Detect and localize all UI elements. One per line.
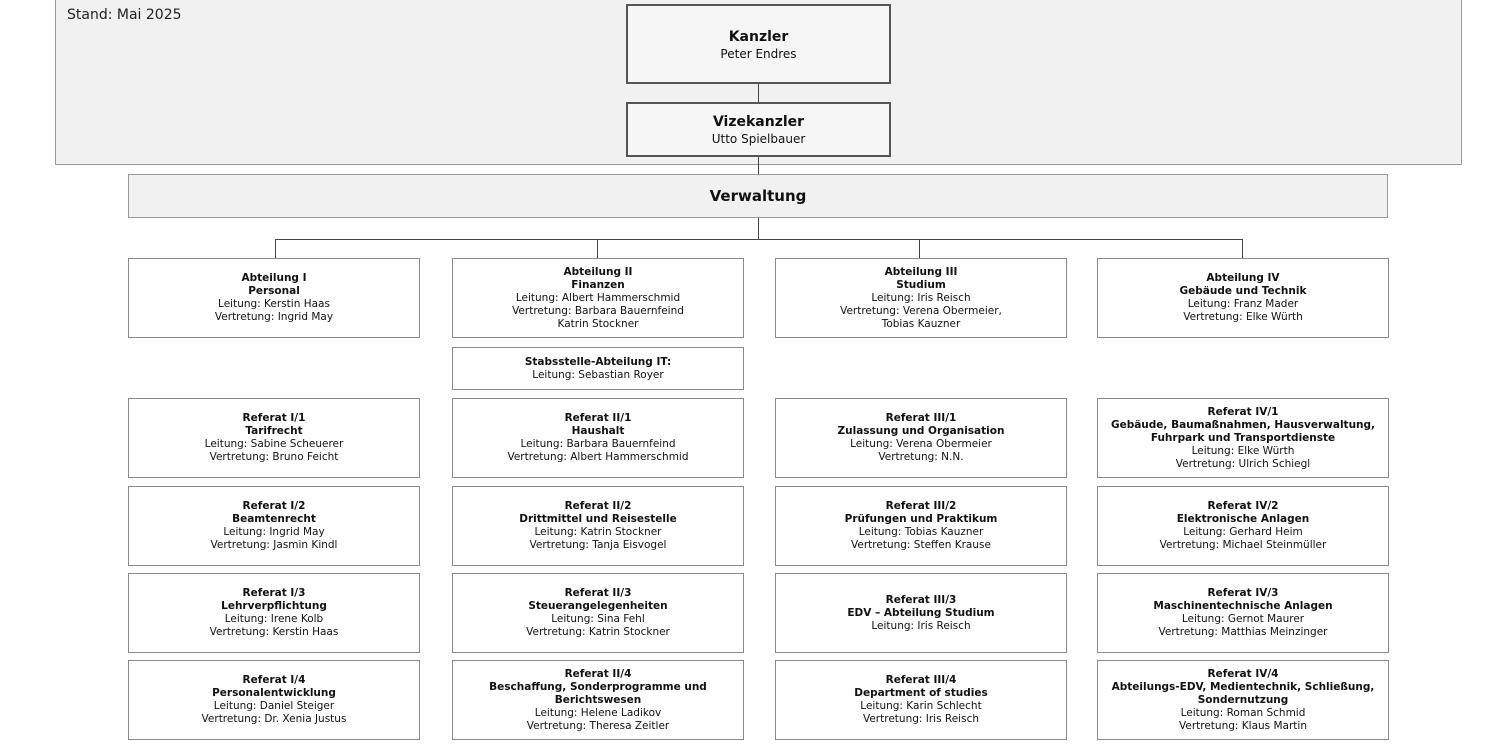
date-stamp: Stand: Mai 2025: [67, 7, 182, 23]
box-line: Leitung: Barbara Bauernfeind: [520, 438, 676, 450]
referat-box: [128, 573, 420, 653]
box-line: Vertretung: Ulrich Schiegl: [1175, 457, 1311, 470]
box-subtitle: Tarifrecht: [245, 425, 303, 437]
box-line: Vertretung: Iris Reisch: [862, 713, 979, 725]
box-title: Referat IV/3: [1207, 587, 1279, 599]
box-title: Referat III/1: [885, 412, 957, 424]
box-line: Vertretung: Tanja Eisvogel: [529, 539, 667, 551]
box-subtitle: Prüfungen und Praktikum: [844, 513, 998, 525]
box-line: Vertretung: Jasmin Kindl: [210, 539, 338, 551]
box-title: Abteilung IV: [1206, 272, 1280, 284]
kanzler-box: [626, 4, 891, 84]
abteilung-box: [452, 258, 744, 338]
connector-verwaltung-down: [758, 218, 759, 239]
box-line: Leitung: Gernot Maurer: [1181, 613, 1305, 625]
referat-box: [775, 398, 1067, 478]
box-title: Referat I/2: [242, 500, 306, 512]
referat-box: [1097, 486, 1389, 566]
box-subtitle: EDV – Abteilung Studium: [847, 606, 995, 619]
box-title: Referat II/4: [564, 667, 632, 680]
box-title: Referat I/1: [242, 412, 306, 424]
box-title: Referat II/2: [564, 500, 632, 512]
box-subtitle: Finanzen: [571, 278, 625, 291]
kanzler-name: Peter Endres: [720, 47, 797, 61]
box-subtitle: Elektronische Anlagen: [1176, 513, 1310, 525]
box-title: Referat III/3: [885, 593, 957, 606]
box-line: Leitung: Sina Fehl: [551, 613, 645, 625]
box-line: Leitung: Daniel Steiger: [213, 700, 335, 712]
box-subtitle: Personal: [248, 285, 300, 297]
referat-box: [1097, 573, 1389, 653]
connector-kanzler-vize: [758, 84, 759, 102]
box-subtitle: Drittmittel und Reisestelle: [519, 513, 677, 525]
box-subtitle: Beschaffung, Sonderprogramme und Berichtswesen: [489, 680, 707, 706]
box-title: Abteilung II: [563, 265, 633, 278]
box-subtitle: Beamtenrecht: [232, 513, 316, 525]
box-line: Vertretung: Bruno Feicht: [209, 451, 339, 463]
referat-box: [1097, 398, 1389, 478]
box-title: Stabsstelle-Abteilung IT:: [524, 355, 672, 368]
vizekanzler-name: Utto Spielbauer: [711, 132, 806, 146]
referat-box: [452, 486, 744, 566]
box-line: Leitung: Albert Hammerschmid: [515, 291, 681, 304]
referat-box: [775, 660, 1067, 740]
box-title: Referat I/4: [242, 674, 306, 686]
box-line: Leitung: Iris Reisch: [871, 291, 971, 304]
box-line: Leitung: Ingrid May: [223, 526, 325, 538]
box-subtitle: Haushalt: [571, 425, 625, 437]
box-title: Referat IV/1: [1207, 405, 1279, 418]
box-subtitle: Personalentwicklung: [212, 687, 336, 699]
box-title: Referat III/4: [885, 674, 957, 686]
box-line: Vertretung: Klaus Martin: [1179, 719, 1307, 732]
kanzler-title: Kanzler: [728, 29, 789, 45]
vizekanzler-box: [626, 102, 891, 157]
box-line: Vertretung: Theresa Zeitler: [526, 719, 670, 732]
referat-box: [1097, 660, 1389, 740]
box-title: Abteilung III: [884, 265, 958, 278]
box-subtitle: Studium: [896, 278, 946, 291]
referat-box: [128, 398, 420, 478]
stabsstelle-box: [452, 347, 744, 390]
box-subtitle: Zulassung und Organisation: [837, 425, 1005, 437]
vizekanzler-title: Vizekanzler: [712, 114, 805, 130]
box-line: Vertretung: Matthias Meinzinger: [1158, 626, 1328, 638]
referat-box: [775, 573, 1067, 653]
box-line: Leitung: Kerstin Haas: [218, 298, 330, 310]
connector-horizontal: [275, 239, 1243, 240]
box-title: Referat III/2: [885, 500, 957, 512]
box-subtitle: Gebäude, Baumaßnahmen, Hausverwaltung, Fuhrpark und Transportdienste: [1110, 418, 1376, 444]
referat-box: [452, 398, 744, 478]
referat-box: [775, 486, 1067, 566]
box-subtitle: Maschinentechnische Anlagen: [1153, 600, 1333, 612]
box-line: Vertretung: Elke Würth: [1183, 311, 1303, 323]
box-title: Referat IV/2: [1207, 500, 1279, 512]
box-line: Leitung: Sabine Scheuerer: [204, 438, 344, 450]
box-line: Vertretung: Katrin Stockner: [526, 626, 670, 638]
abteilung-box: [1097, 258, 1389, 338]
box-line: Vertretung: N.N.: [878, 451, 964, 463]
box-line: Vertretung: Verena Obermeier,: [840, 304, 1002, 317]
box-line: Leitung: Roman Schmid: [1180, 706, 1306, 719]
box-subtitle: Abteilungs-EDV, Medientechnik, Schließung, Sondernutzung: [1111, 680, 1375, 706]
referat-box: [452, 573, 744, 653]
box-subtitle: Department of studies: [854, 687, 988, 699]
connector-abteilung-3: [919, 239, 920, 258]
box-line: Leitung: Irene Kolb: [224, 613, 324, 625]
box-line: Leitung: Tobias Kauzner: [858, 526, 984, 538]
box-line: Vertretung: Kerstin Haas: [209, 626, 339, 638]
connector-abteilung-2: [597, 239, 598, 258]
box-subtitle: Steuerangelegenheiten: [528, 600, 668, 612]
box-line: Leitung: Karin Schlecht: [860, 700, 982, 712]
box-line: Vertretung: Albert Hammerschmid: [507, 451, 689, 463]
box-line: Vertretung: Ingrid May: [214, 311, 334, 323]
box-line: Leitung: Sebastian Royer: [532, 368, 664, 381]
box-title: Referat II/1: [564, 412, 632, 424]
connector-vize-verwaltung: [758, 157, 759, 174]
box-line: Leitung: Gerhard Heim: [1183, 526, 1303, 538]
box-line: Vertretung: Dr. Xenia Justus: [201, 713, 347, 725]
box-subtitle: Lehrverpflichtung: [221, 600, 327, 612]
referat-box: [128, 486, 420, 566]
box-title: Referat IV/4: [1207, 667, 1279, 680]
abteilung-box: [128, 258, 420, 338]
box-title: Referat II/3: [564, 587, 632, 599]
box-line: Leitung: Elke Würth: [1191, 444, 1295, 457]
box-title: Abteilung I: [241, 272, 307, 284]
box-line: Vertretung: Barbara Bauernfeind: [512, 304, 684, 317]
box-line: Vertretung: Michael Steinmüller: [1159, 539, 1327, 551]
verwaltung-header: Verwaltung: [128, 174, 1388, 218]
box-line: Leitung: Helene Ladikov: [534, 706, 662, 719]
box-line: Vertretung: Steffen Krause: [851, 539, 991, 551]
box-line: Leitung: Iris Reisch: [871, 619, 971, 632]
box-title: Referat I/3: [242, 587, 306, 599]
box-line: Katrin Stockner: [557, 317, 639, 330]
referat-box: [128, 660, 420, 740]
box-line: Leitung: Verena Obermeier: [850, 438, 992, 450]
abteilung-box: [775, 258, 1067, 338]
connector-abteilung-1: [275, 239, 276, 258]
box-line: Leitung: Katrin Stockner: [534, 526, 662, 538]
box-line: Tobias Kauzner: [881, 317, 961, 330]
referat-box: [452, 660, 744, 740]
box-subtitle: Gebäude und Technik: [1179, 285, 1307, 297]
box-line: Leitung: Franz Mader: [1187, 298, 1299, 310]
connector-abteilung-4: [1242, 239, 1243, 258]
